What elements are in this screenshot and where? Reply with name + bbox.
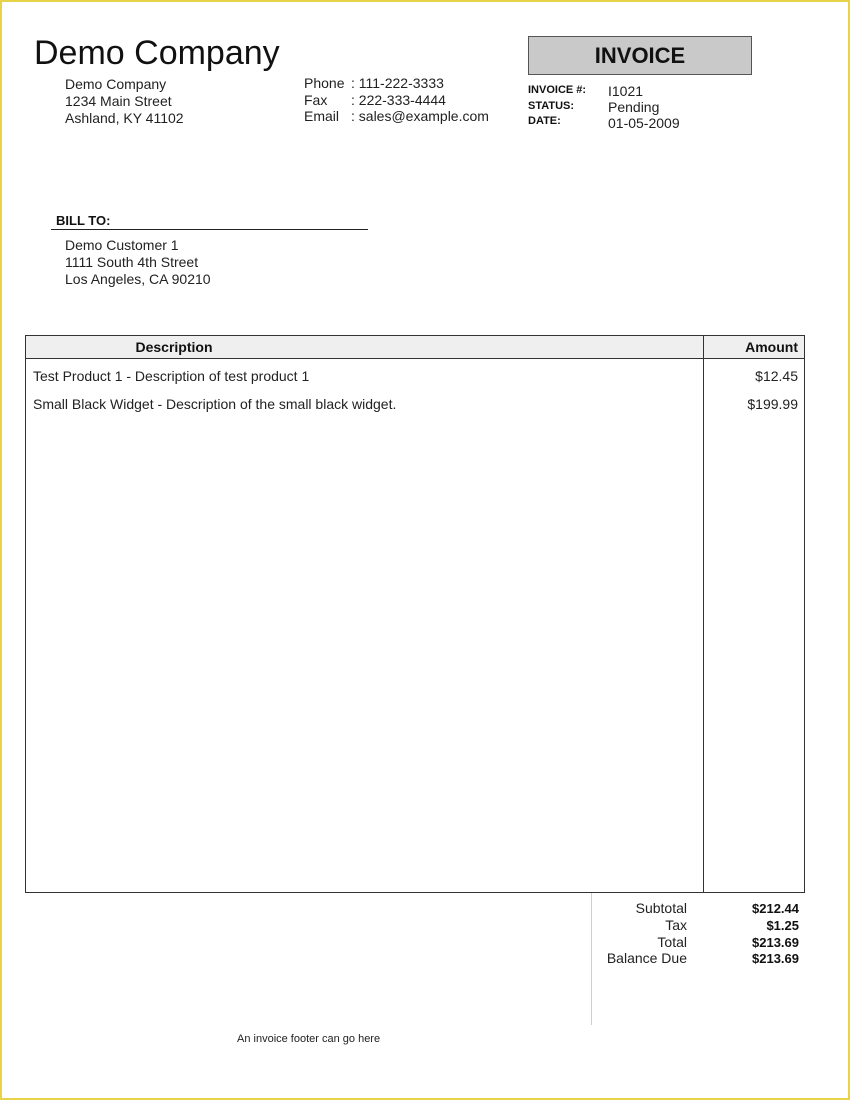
phone-value: : 111-222-3333 xyxy=(351,75,444,91)
balance-due-value: $213.69 xyxy=(752,951,799,966)
total-value: $213.69 xyxy=(752,935,799,950)
fax-label: Fax xyxy=(304,92,328,108)
bill-to-label: BILL TO: xyxy=(56,213,111,228)
bill-to-line-2: 1111 South 4th Street xyxy=(65,254,199,270)
description-header: Description xyxy=(135,339,213,355)
email-label: Email xyxy=(304,108,340,124)
invoice-number-value: I1021 xyxy=(608,83,644,99)
table-row-description: Test Product 1 - Description of test product 1 xyxy=(33,368,310,384)
totals-divider xyxy=(591,893,592,1025)
column-divider xyxy=(703,336,704,892)
company-address-line-1: Demo Company xyxy=(65,76,167,92)
date-value: 01-05-2009 xyxy=(608,115,680,131)
invoice-number-label: INVOICE #: xyxy=(528,84,587,96)
table-row-amount: $199.99 xyxy=(747,396,798,412)
invoice-title: INVOICE xyxy=(594,42,686,68)
date-label: DATE: xyxy=(528,115,561,127)
subtotal-label: Subtotal xyxy=(635,900,687,916)
phone-label: Phone xyxy=(304,75,345,91)
table-row-amount: $12.45 xyxy=(755,368,798,384)
bill-to-underline xyxy=(51,229,368,230)
table-row-description: Small Black Widget - Description of the small black widget. xyxy=(33,396,397,412)
email-value: : sales@example.com xyxy=(351,108,489,124)
table-header xyxy=(26,336,804,359)
company-address-line-2: 1234 Main Street xyxy=(65,93,172,109)
total-label: Total xyxy=(657,934,687,950)
tax-label: Tax xyxy=(665,917,687,933)
bill-to-line-1: Demo Customer 1 xyxy=(65,237,179,253)
invoice-title-box xyxy=(528,36,752,75)
amount-header: Amount xyxy=(745,339,798,355)
company-address-line-3: Ashland, KY 41102 xyxy=(65,110,184,126)
bill-to-line-3: Los Angeles, CA 90210 xyxy=(65,271,211,287)
status-label: STATUS: xyxy=(528,100,575,112)
company-name: Demo Company xyxy=(34,34,280,72)
subtotal-value: $212.44 xyxy=(752,901,799,916)
invoice-footer: An invoice footer can go here xyxy=(237,1033,381,1045)
fax-value: : 222-333-4444 xyxy=(351,92,446,108)
tax-value: $1.25 xyxy=(766,918,799,933)
status-value: Pending xyxy=(608,99,660,115)
balance-due-label: Balance Due xyxy=(606,950,687,966)
line-items-table xyxy=(25,335,805,893)
